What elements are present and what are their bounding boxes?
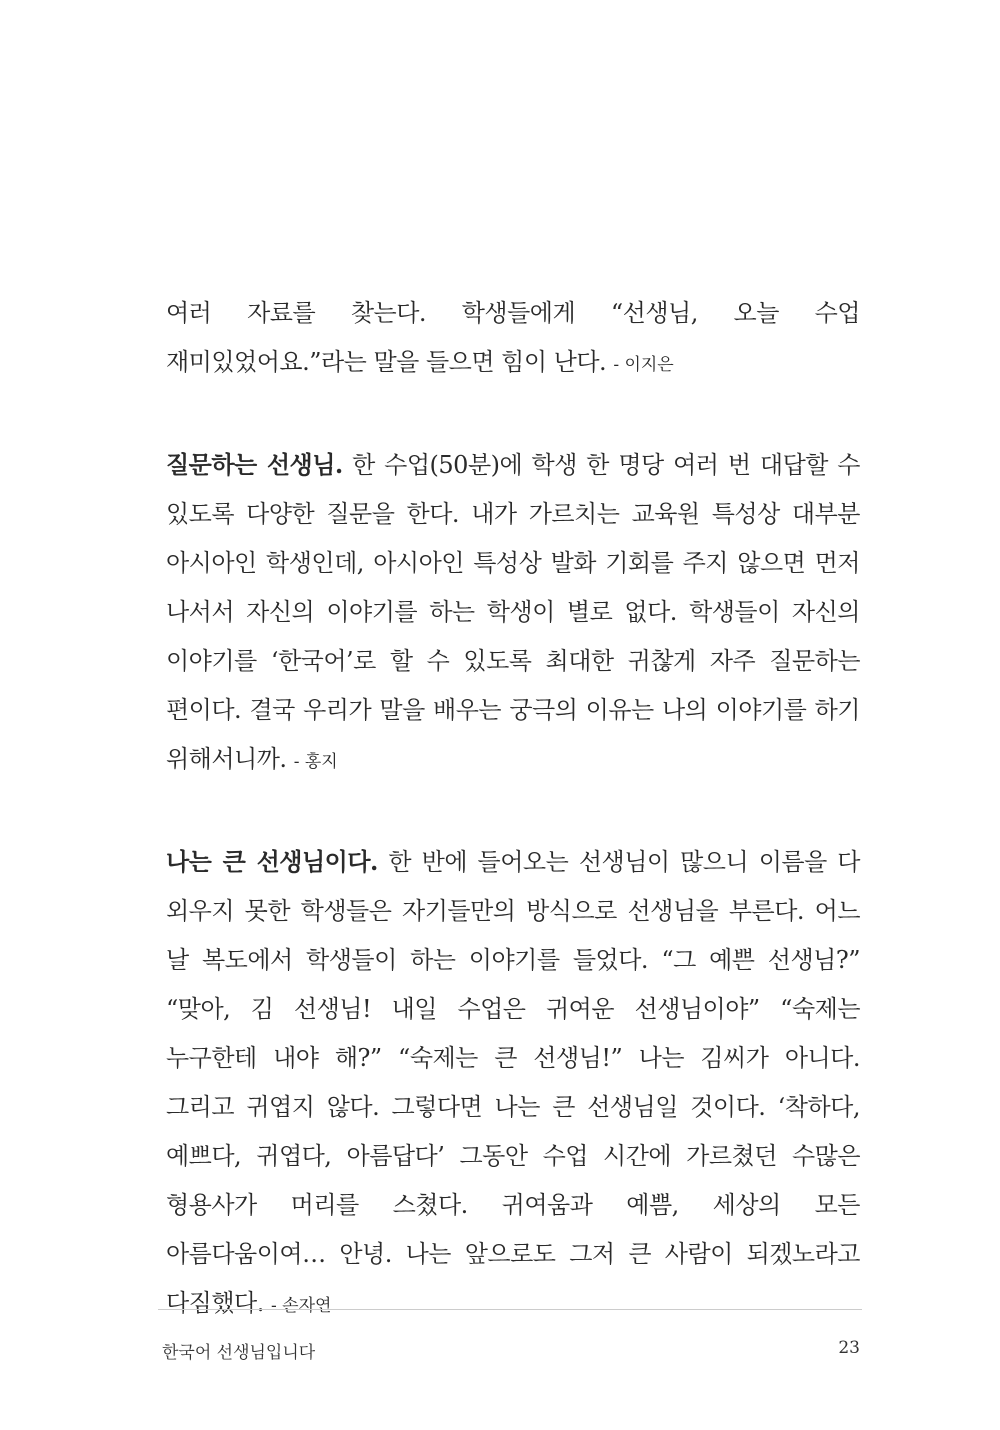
paragraph-author: - 손자연 [271, 1296, 332, 1316]
paragraph-2 [166, 440, 860, 787]
paragraph-text: 여러 자료를 찾는다. 학생들에게 “선생님, 오늘 수업 재미있었어요.”라는 말을 들으면 힘이 난다. [166, 299, 860, 376]
running-footer-title: 한국어 선생님입니다 [162, 1343, 316, 1363]
paragraph-lead: 나는 큰 선생님이다. [166, 847, 378, 876]
paragraph-text: 한 수업(50분)에 학생 한 명당 여러 번 대답할 수 있도록 다양한 질문을 한다. 내가 가르치는 교육원 특성상 대부분 아시아인 학생인데, 아시아인 특성상 발화 기회를 주지 않으면 먼저 나서서 자신의 이야기를 하는 학생이 별로 없다. 학생들이 자신의 이야기를 ‘한국어’로 할 수 있도록 최대한 귀찮게 자주 질문하는 편이다. 결국 우리가 말을 배우는 궁극의 이유는 나의 이야기를 하기 위해서니까. [166, 451, 860, 773]
footer-divider [158, 1309, 862, 1310]
paragraph-1 [166, 288, 860, 390]
page-body [166, 288, 860, 1331]
paragraph-author: - 홍지 [293, 752, 338, 772]
page-number: 23 [838, 1338, 860, 1358]
paragraph-lead: 질문하는 선생님. [166, 450, 343, 479]
paragraph-3 [166, 837, 860, 1331]
paragraph-text: 한 반에 들어오는 선생님이 많으니 이름을 다 외우지 못한 학생들은 자기들만의 방식으로 선생님을 부른다. 어느 날 복도에서 학생들이 하는 이야기를 들었다. “그 예쁜 선생님?” “맞아, 김 선생님! 내일 수업은 귀여운 선생님이야” “숙제는 누구한테 내야 해?” “숙제는 큰 선생님!” 나는 김씨가 아니다. 그리고 귀엽지 않다. 그렇다면 나는 큰 선생님일 것이다. ‘착하다, 예쁘다, 귀엽다, 아름답다’ 그동안 수업 시간에 가르쳤던 수많은 형용사가 머리를 스쳤다. 귀여움과 예쁨, 세상의 모든 아름다움이여… 안녕. 나는 앞으로도 그저 큰 사람이 되겠노라고 다짐했다. [166, 848, 860, 1317]
paragraph-author: - 이지은 [613, 355, 674, 375]
